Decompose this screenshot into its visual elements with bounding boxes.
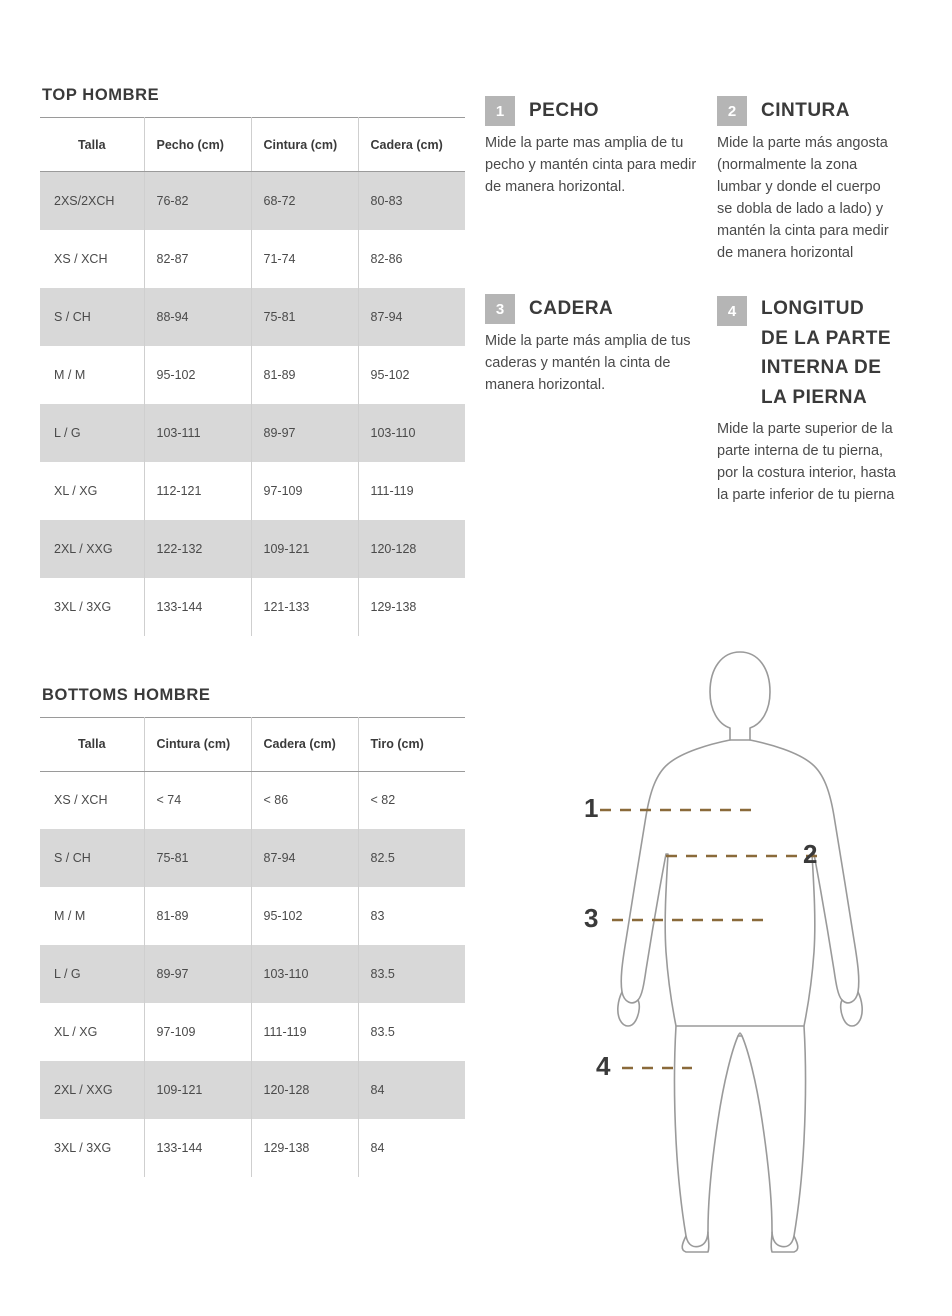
table-row: [40, 404, 465, 462]
instruction-header: [485, 96, 699, 126]
cell-size: XS / XCH: [40, 771, 144, 829]
table-header-row: [40, 717, 465, 771]
column-header: Cadera (cm): [358, 118, 465, 172]
body-outline: [618, 652, 862, 1252]
step-number-badge: 4: [717, 296, 747, 326]
cell-value: 103-110: [358, 404, 465, 462]
cell-size: 3XL / 3XG: [40, 1119, 144, 1177]
table-row: [40, 829, 465, 887]
cell-value: 87-94: [251, 829, 358, 887]
table-title-tops: TOP HOMBRE: [42, 86, 160, 104]
cell-value: 82-86: [358, 230, 465, 288]
cell-value: 95-102: [144, 346, 251, 404]
instruction-title: CADERA: [529, 298, 614, 320]
cell-value: 109-121: [144, 1061, 251, 1119]
figure-marker-2: 2: [803, 839, 818, 869]
cell-value: 75-81: [144, 829, 251, 887]
cell-value: 84: [358, 1119, 465, 1177]
cell-value: 87-94: [358, 288, 465, 346]
cell-value: 82.5: [358, 829, 465, 887]
table-row: [40, 288, 465, 346]
instruction-body: Mide la parte superior de la parte interna de tu pierna, por la costura interior, hasta la parte inferior de tu pierna: [717, 420, 896, 504]
table-row: [40, 520, 465, 578]
instruction-cadera: [485, 294, 717, 506]
cell-size: XL / XG: [40, 1003, 144, 1061]
figure-marker-1: 1: [584, 793, 599, 823]
cell-size: 2XS/2XCH: [40, 172, 144, 230]
cell-value: 97-109: [144, 1003, 251, 1061]
cell-size: M / M: [40, 887, 144, 945]
instruction-title: LONGITUD DE LA PARTE INTERNA DE LA PIERNA: [761, 298, 892, 408]
cell-size: L / G: [40, 945, 144, 1003]
instruction-body: Mide la parte más angosta (normalmente la zona lumbar y donde el cuerpo se dobla de lado a lado) y mantén la cinta para medir de manera horizontal: [717, 135, 889, 262]
size-table-bottoms: [40, 717, 465, 1178]
cell-value: 95-102: [251, 887, 358, 945]
instructions-grid: [485, 96, 915, 506]
cell-value: < 82: [358, 771, 465, 829]
cell-value: 89-97: [144, 945, 251, 1003]
table-row: [40, 578, 465, 636]
instruction-cintura: [717, 96, 915, 264]
table-row: [40, 771, 465, 829]
table-row: [40, 887, 465, 945]
cell-value: 121-133: [251, 578, 358, 636]
column-header: Cintura (cm): [251, 118, 358, 172]
table-row: [40, 945, 465, 1003]
figure-marker-3: 3: [584, 903, 599, 933]
cell-value: < 86: [251, 771, 358, 829]
cell-size: XL / XG: [40, 462, 144, 520]
instruction-header: [485, 294, 699, 324]
cell-value: 82-87: [144, 230, 251, 288]
cell-value: 122-132: [144, 520, 251, 578]
cell-value: 71-74: [251, 230, 358, 288]
column-header: Cadera (cm): [251, 717, 358, 771]
cell-size: 2XL / XXG: [40, 520, 144, 578]
instruction-body: Mide la parte mas amplia de tu pecho y mantén cinta para medir de manera horizontal.: [485, 135, 697, 196]
body-diagram-svg: [560, 640, 940, 1260]
table-row: [40, 1003, 465, 1061]
cell-value: 95-102: [358, 346, 465, 404]
instruction-title: PECHO: [529, 100, 600, 122]
cell-size: S / CH: [40, 829, 144, 887]
figure-marker-4: 4: [596, 1051, 611, 1081]
instruction-body: Mide la parte más amplia de tus caderas y mantén la cinta de manera horizontal.: [485, 333, 691, 394]
cell-size: L / G: [40, 404, 144, 462]
cell-value: 112-121: [144, 462, 251, 520]
size-table-tops: [40, 117, 465, 636]
step-number-badge: 1: [485, 96, 515, 126]
table-header-row: [40, 118, 465, 172]
cell-size: 3XL / 3XG: [40, 578, 144, 636]
cell-value: 111-119: [358, 462, 465, 520]
column-header: Tiro (cm): [358, 717, 465, 771]
cell-value: 88-94: [144, 288, 251, 346]
cell-value: 81-89: [251, 346, 358, 404]
instructions-column: [485, 96, 915, 506]
cell-value: 129-138: [358, 578, 465, 636]
cell-size: S / CH: [40, 288, 144, 346]
column-header: Talla: [40, 118, 144, 172]
cell-value: 133-144: [144, 1119, 251, 1177]
cell-value: 84: [358, 1061, 465, 1119]
cell-value: 80-83: [358, 172, 465, 230]
cell-value: 76-82: [144, 172, 251, 230]
cell-size: M / M: [40, 346, 144, 404]
cell-value: 83.5: [358, 1003, 465, 1061]
cell-value: 83.5: [358, 945, 465, 1003]
cell-value: 129-138: [251, 1119, 358, 1177]
step-number-badge: 2: [717, 96, 747, 126]
table-row: [40, 172, 465, 230]
instruction-pecho: [485, 96, 717, 264]
spacer: [40, 636, 465, 686]
cell-size: XS / XCH: [40, 230, 144, 288]
table-row: [40, 1119, 465, 1177]
cell-value: 103-110: [251, 945, 358, 1003]
instruction-longitud-pierna: [717, 294, 915, 506]
instruction-header: [717, 294, 897, 412]
instruction-title: CINTURA: [761, 100, 850, 122]
tables-column: [40, 86, 465, 1177]
step-number-badge: 3: [485, 294, 515, 324]
cell-value: < 74: [144, 771, 251, 829]
cell-value: 133-144: [144, 578, 251, 636]
body-diagram: [560, 640, 940, 1260]
column-header: Pecho (cm): [144, 118, 251, 172]
cell-value: 120-128: [251, 1061, 358, 1119]
table-row: [40, 462, 465, 520]
cell-value: 97-109: [251, 462, 358, 520]
cell-value: 109-121: [251, 520, 358, 578]
table-row: [40, 1061, 465, 1119]
instruction-header: [717, 96, 897, 126]
table-row: [40, 230, 465, 288]
cell-size: 2XL / XXG: [40, 1061, 144, 1119]
cell-value: 68-72: [251, 172, 358, 230]
cell-value: 75-81: [251, 288, 358, 346]
cell-value: 120-128: [358, 520, 465, 578]
cell-value: 83: [358, 887, 465, 945]
table-row: [40, 346, 465, 404]
cell-value: 81-89: [144, 887, 251, 945]
column-header: Talla: [40, 717, 144, 771]
cell-value: 103-111: [144, 404, 251, 462]
column-header: Cintura (cm): [144, 717, 251, 771]
measurement-lines: [600, 810, 824, 1068]
cell-value: 89-97: [251, 404, 358, 462]
table-title-bottoms: BOTTOMS HOMBRE: [42, 685, 211, 704]
cell-value: 111-119: [251, 1003, 358, 1061]
